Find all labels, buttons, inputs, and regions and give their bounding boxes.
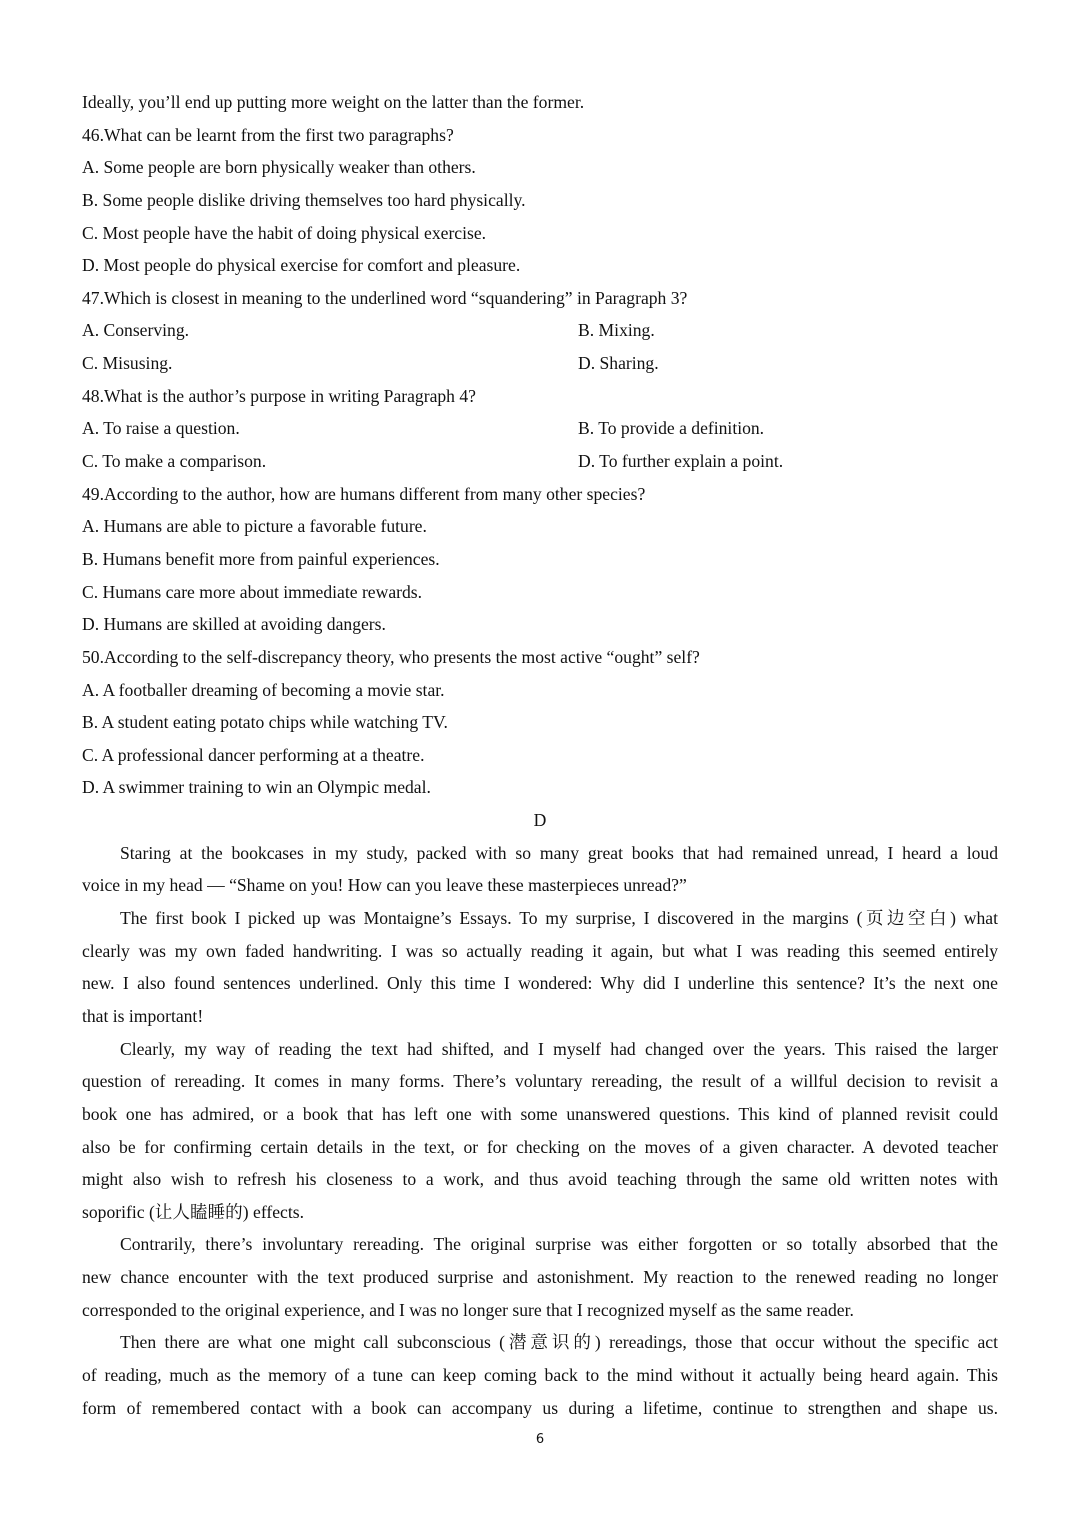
paragraph-line: new chance encounter with the text produced surprise and astonishment. My reaction to the renewed reading no longer <box>82 1267 998 1288</box>
paragraph-line: book one has admired, or a book that has left one with some unanswered questions. This kind of planned revisit could <box>82 1103 998 1124</box>
answer-option: A. Humans are able to picture a favorable future. <box>82 516 427 537</box>
answer-option: A. Conserving. <box>82 320 190 341</box>
answer-option: B. Humans benefit more from painful experiences. <box>82 548 440 569</box>
paragraph-line: new. I also found sentences underlined. Only this time I wondered: Why did I underline this sentence? It’s the next one <box>82 973 998 994</box>
paragraph-line: might also wish to refresh his closeness to a work, and thus avoid teaching through the same old written notes with <box>82 1169 998 1190</box>
paragraph-line: The first book I picked up was Montaigne’s Essays. To my surprise, I discovered in the margins (页边空白) what <box>120 908 998 929</box>
option-row <box>82 314 998 347</box>
answer-option: C. Humans care more about immediate rewards. <box>82 581 423 602</box>
answer-option: C. Most people have the habit of doing physical exercise. <box>82 222 487 243</box>
intro-line: Ideally, you’ll end up putting more weight on the latter than the former. <box>82 92 585 112</box>
answer-option: B. Some people dislike driving themselves too hard physically. <box>82 189 526 210</box>
paragraph <box>82 1326 998 1424</box>
answer-option: A. Some people are born physically weaker than others. <box>82 157 476 178</box>
question-stem: 48.What is the author’s purpose in writing Paragraph 4? <box>82 385 476 406</box>
section-heading: D <box>533 810 547 831</box>
paragraph-line: that is important! <box>82 1005 204 1026</box>
answer-option: C. To make a comparison. <box>82 451 267 472</box>
option-row <box>82 347 998 380</box>
answer-option: D. A swimmer training to win an Olympic medal. <box>82 777 431 798</box>
paragraph-line: also be for confirming certain details in the text, or for checking on the moves of a given character. A devoted teacher <box>82 1136 998 1157</box>
paragraph <box>82 902 998 1033</box>
answer-option: A. To raise a question. <box>82 418 240 439</box>
answer-option: B. To provide a definition. <box>578 418 765 439</box>
paragraph-line: form of remembered contact with a book can accompany us during a lifetime, continue to strengthen and shape us. <box>82 1397 998 1418</box>
answer-option: C. A professional dancer performing at a theatre. <box>82 744 425 765</box>
option-row <box>82 412 998 445</box>
paragraph-line: question of rereading. It comes in many forms. There’s voluntary rereading, the result of a willful decision to revisit a <box>82 1071 998 1092</box>
paragraph-line: of reading, much as the memory of a tune can keep coming back to the mind without it actually being heard again. This <box>82 1364 998 1385</box>
paragraph-line: Staring at the bookcases in my study, packed with so many great books that had remained unread, I heard a loud <box>120 842 998 863</box>
paragraph <box>82 1228 998 1326</box>
question-stem: 47.Which is closest in meaning to the underlined word “squandering” in Paragraph 3? <box>82 287 688 308</box>
paragraph-line: voice in my head — “Shame on you! How can you leave these masterpieces unread?” <box>82 875 687 896</box>
question-stem: 49.According to the author, how are humans different from many other species? <box>82 483 646 504</box>
answer-option: D. Sharing. <box>578 353 659 374</box>
paragraph-line: Contrarily, there’s involuntary rereading. The original surprise was either forgotten or so totally absorbed that the <box>120 1234 998 1255</box>
paragraph-line: soporific (让人瞌睡的) effects. <box>82 1201 304 1222</box>
option-row <box>82 445 998 478</box>
paragraph-line: Then there are what one might call subconscious (潜意识的) rereadings, those that occur without the specific act <box>120 1332 998 1353</box>
answer-option: B. A student eating potato chips while watching TV. <box>82 712 448 733</box>
page-number: 6 <box>535 1432 545 1447</box>
paragraph-line: clearly was my own faded handwriting. I was so actually reading it again, but what I was reading this seemed entirely <box>82 940 998 961</box>
answer-option: D. Humans are skilled at avoiding dangers. <box>82 614 386 635</box>
paragraph <box>82 1033 998 1229</box>
answer-option: A. A footballer dreaming of becoming a movie star. <box>82 679 445 700</box>
paragraph-line: corresponded to the original experience, and I was no longer sure that I recognized myself as the same reader. <box>82 1299 854 1320</box>
paragraph-line: Clearly, my way of reading the text had shifted, and I myself had changed over the years. This raised the larger <box>120 1038 998 1059</box>
document-body <box>82 86 998 1424</box>
answer-option: C. Misusing. <box>82 353 173 374</box>
question-stem: 46.What can be learnt from the first two paragraphs? <box>82 124 454 145</box>
answer-option: D. Most people do physical exercise for comfort and pleasure. <box>82 255 521 276</box>
answer-option: D. To further explain a point. <box>578 451 784 472</box>
answer-option: B. Mixing. <box>578 320 655 341</box>
paragraph <box>82 837 998 902</box>
question-stem: 50.According to the self-discrepancy theory, who presents the most active “ought” self? <box>82 646 700 667</box>
